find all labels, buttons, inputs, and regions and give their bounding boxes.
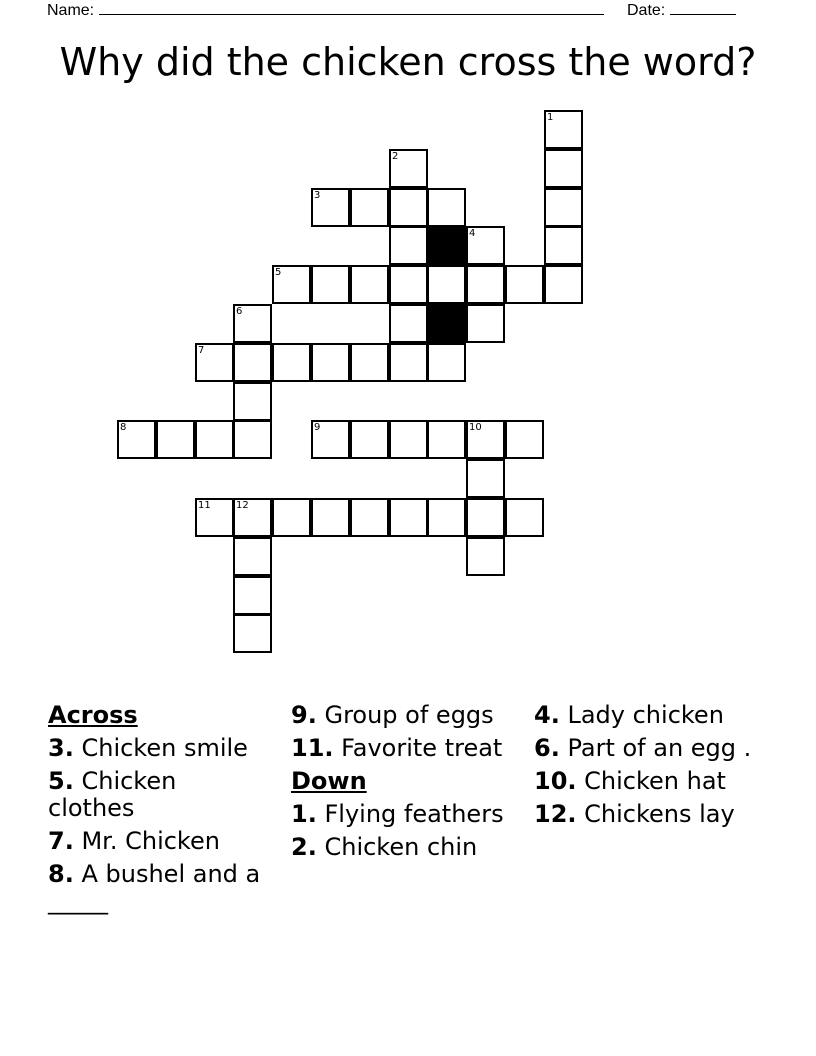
clue-number: 1 — [547, 112, 554, 123]
clue-across-7: 7. Mr. Chicken — [48, 827, 220, 855]
crossword-cell[interactable] — [389, 420, 428, 459]
date-label: Date: — [627, 2, 666, 19]
clue-down-1: 1. Flying feathers — [291, 800, 504, 828]
clue-down-10: 10. Chicken hat — [534, 767, 726, 795]
crossword-cell[interactable] — [233, 343, 272, 382]
crossword-cell[interactable] — [466, 537, 505, 576]
clue-number: 12 — [236, 500, 249, 511]
crossword-cell[interactable] — [389, 498, 428, 537]
clues-column-1 — [48, 702, 268, 921]
crossword-cell[interactable] — [311, 343, 350, 382]
crossword-cell[interactable] — [466, 226, 505, 265]
crossword-cell[interactable] — [389, 265, 428, 304]
clue-number: 6 — [236, 306, 243, 317]
clue-number: 7 — [198, 345, 205, 356]
clue-number: 8 — [120, 422, 127, 433]
crossword-cell[interactable] — [311, 265, 350, 304]
crossword-cell[interactable] — [350, 265, 389, 304]
across-heading: Across — [48, 701, 138, 729]
crossword-cell[interactable] — [350, 498, 389, 537]
clues-column-2 — [291, 702, 511, 867]
black-square — [427, 226, 466, 265]
crossword-cell[interactable] — [311, 420, 350, 459]
date-field[interactable] — [627, 0, 736, 20]
name-label: Name: — [47, 2, 95, 19]
crossword-cell[interactable] — [544, 226, 583, 265]
crossword-cell[interactable] — [544, 149, 583, 188]
crossword-cell[interactable] — [233, 382, 272, 421]
clue-down-2: 2. Chicken chin — [291, 833, 478, 861]
clue-across-11: 11. Favorite treat — [291, 734, 503, 762]
crossword-cell[interactable] — [544, 265, 583, 304]
crossword-cell[interactable] — [389, 343, 428, 382]
crossword-cell[interactable] — [117, 420, 156, 459]
crossword-cell[interactable] — [272, 498, 311, 537]
crossword-cell[interactable] — [350, 343, 389, 382]
crossword-cell[interactable] — [427, 188, 466, 227]
clue-number: 10 — [469, 422, 482, 433]
crossword-cell[interactable] — [195, 498, 234, 537]
crossword-cell[interactable] — [544, 110, 583, 149]
crossword-cell[interactable] — [233, 304, 272, 343]
crossword-cell[interactable] — [427, 343, 466, 382]
crossword-cell[interactable] — [389, 149, 428, 188]
crossword-cell[interactable] — [311, 188, 350, 227]
crossword-cell[interactable] — [233, 576, 272, 615]
page-title: Why did the chicken cross the word? — [59, 40, 757, 84]
crossword-cell[interactable] — [350, 420, 389, 459]
clue-across-8: 8. A bushel and a _____ — [48, 860, 261, 915]
crossword-cell[interactable] — [427, 420, 466, 459]
crossword-cell[interactable] — [156, 420, 195, 459]
clue-number: 11 — [198, 500, 211, 511]
clue-down-6: 6. Part of an egg . — [534, 734, 752, 762]
crossword-cell[interactable] — [233, 498, 272, 537]
date-blank[interactable] — [670, 0, 736, 15]
crossword-cell[interactable] — [233, 537, 272, 576]
crossword-cell[interactable] — [466, 265, 505, 304]
clue-number: 4 — [469, 228, 476, 239]
crossword-cell[interactable] — [195, 420, 234, 459]
crossword-cell[interactable] — [466, 420, 505, 459]
crossword-cell[interactable] — [272, 265, 311, 304]
crossword-cell[interactable] — [195, 343, 234, 382]
crossword-cell[interactable] — [544, 188, 583, 227]
crossword-cell[interactable] — [233, 420, 272, 459]
crossword-cell[interactable] — [505, 265, 544, 304]
crossword-cell[interactable] — [466, 498, 505, 537]
crossword-cell[interactable] — [466, 304, 505, 343]
clue-across-3: 3. Chicken smile — [48, 734, 248, 762]
clue-number: 2 — [392, 151, 399, 162]
clue-across-9: 9. Group of eggs — [291, 701, 494, 729]
clue-down-4: 4. Lady chicken — [534, 701, 724, 729]
clue-across-5: 5. Chicken clothes — [48, 767, 177, 822]
name-blank[interactable] — [99, 0, 604, 15]
crossword-cell[interactable] — [505, 420, 544, 459]
crossword-cell[interactable] — [427, 498, 466, 537]
clue-number: 3 — [314, 190, 321, 201]
crossword-cell[interactable] — [272, 343, 311, 382]
crossword-cell[interactable] — [233, 614, 272, 653]
clue-number: 9 — [314, 422, 321, 433]
crossword-cell[interactable] — [505, 498, 544, 537]
down-heading: Down — [291, 767, 367, 795]
black-square — [427, 304, 466, 343]
crossword-cell[interactable] — [427, 265, 466, 304]
clue-down-12: 12. Chickens lay — [534, 800, 735, 828]
crossword-cell[interactable] — [389, 304, 428, 343]
crossword-cell[interactable] — [350, 188, 389, 227]
crossword-cell[interactable] — [311, 498, 350, 537]
crossword-cell[interactable] — [466, 459, 505, 498]
crossword-cell[interactable] — [389, 226, 428, 265]
clues-column-3 — [534, 702, 754, 834]
crossword-cell[interactable] — [389, 188, 428, 227]
name-field[interactable] — [47, 0, 604, 20]
clue-number: 5 — [275, 267, 282, 278]
